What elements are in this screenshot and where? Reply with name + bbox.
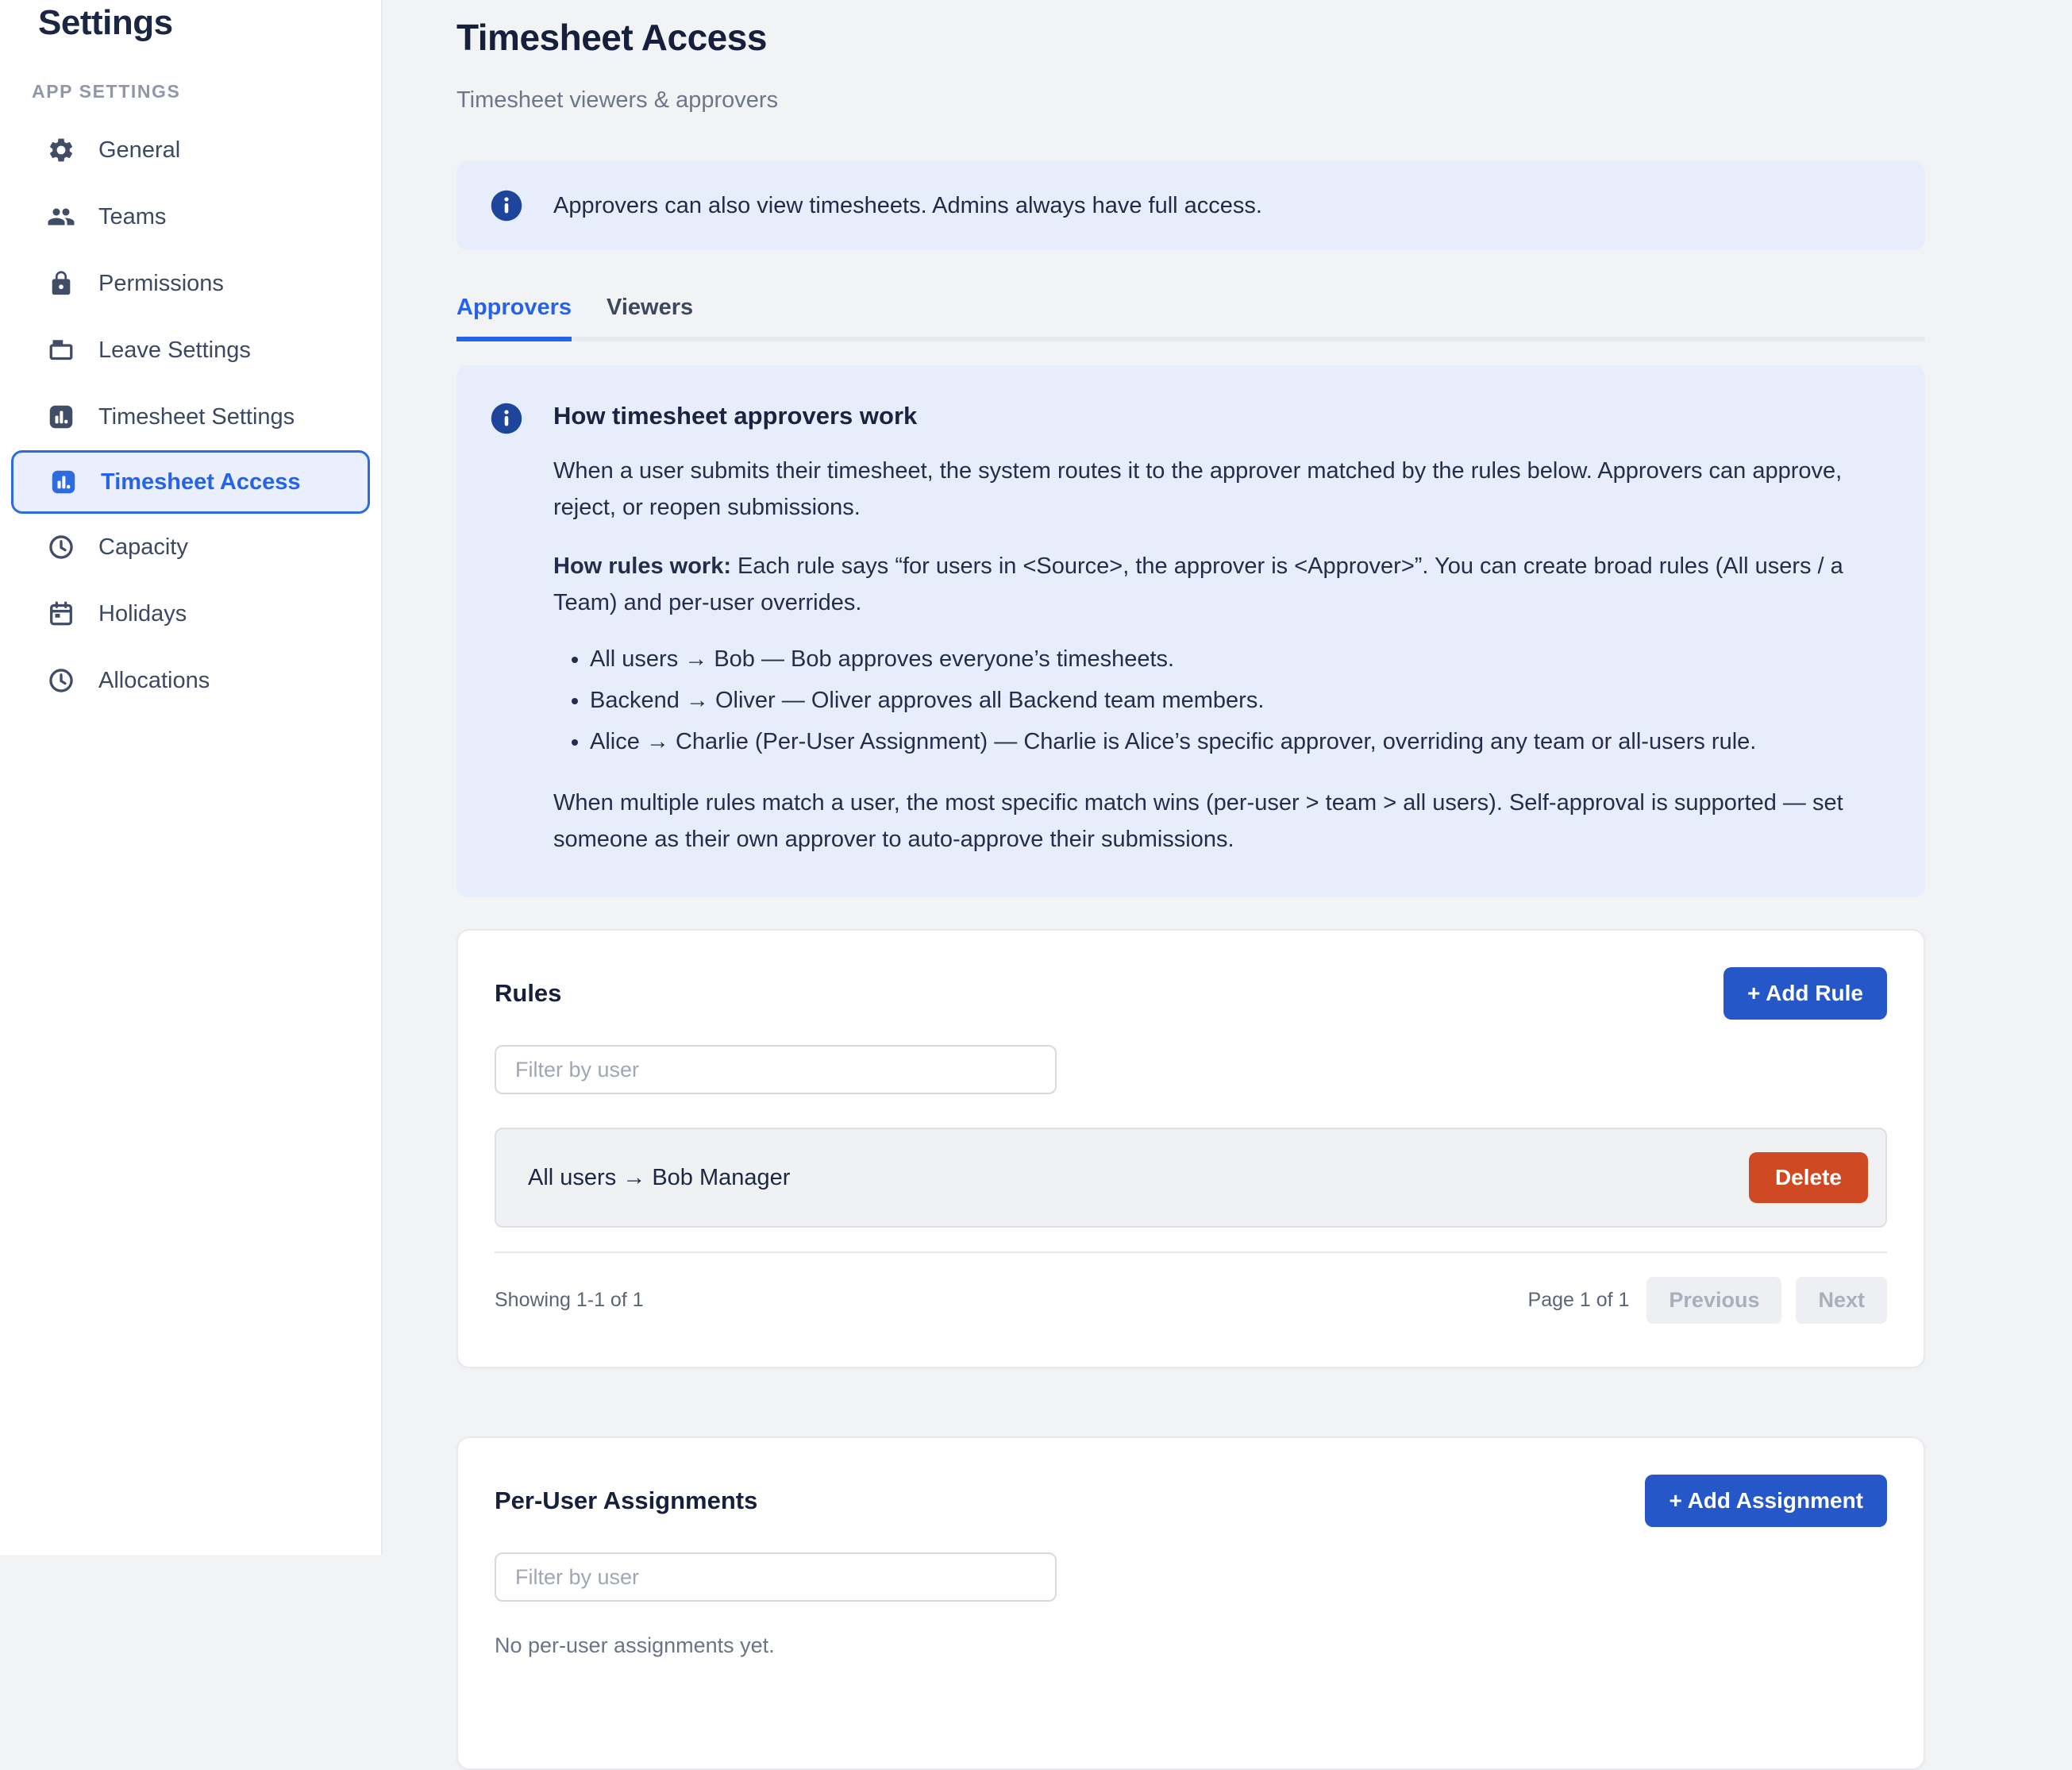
info-box-heading: How timesheet approvers work xyxy=(553,402,918,430)
next-page-button[interactable]: Next xyxy=(1796,1277,1887,1324)
tab-approvers[interactable]: Approvers xyxy=(456,295,572,341)
assignments-heading: Per-User Assignments xyxy=(495,1487,758,1514)
rules-heading: Rules xyxy=(495,979,562,1007)
page-subtitle: Timesheet viewers & approvers xyxy=(456,87,779,113)
sidebar-item-general[interactable] xyxy=(0,117,381,183)
sidebar-item-teams[interactable] xyxy=(0,183,381,250)
sidebar-item-label: Teams xyxy=(98,203,167,229)
showing-count-text: Showing 1-1 of 1 xyxy=(495,1289,644,1311)
briefcase-icon xyxy=(46,335,76,365)
settings-sidebar xyxy=(0,0,383,1555)
sidebar-item-holidays[interactable] xyxy=(0,580,381,647)
bullet-item: • Alice → Charlie (Per-User Assignment) — Charlie is Alice’s specific approver, overriding any team or all-users rule. xyxy=(590,721,1892,762)
info-banner xyxy=(456,161,1925,250)
page-title: Timesheet Access xyxy=(456,17,767,58)
clock-icon xyxy=(46,532,76,562)
sidebar-section-label: APP SETTINGS xyxy=(32,81,181,102)
how-rules-label: How rules work: xyxy=(553,553,731,579)
rules-pagination xyxy=(495,1253,1887,1351)
sidebar-item-timesheet-settings[interactable] xyxy=(0,384,381,450)
per-user-assignments-card xyxy=(456,1436,1925,1770)
sidebar-title: Settings xyxy=(38,3,173,42)
sidebar-item-capacity[interactable] xyxy=(0,514,381,580)
sidebar-nav xyxy=(0,117,381,714)
delete-rule-button[interactable]: Delete xyxy=(1749,1152,1868,1203)
sidebar-item-label: Permissions xyxy=(98,270,224,296)
how-rules-text: Each rule says “for users in <Source>, the approver is <Approver>”. You can create broad rules (All users / a Team) and per-user overrides. xyxy=(553,553,1843,615)
sidebar-item-label: Allocations xyxy=(98,667,210,693)
approvers-info-box xyxy=(456,365,1925,897)
assignments-empty-text: No per-user assignments yet. xyxy=(495,1633,775,1657)
add-rule-button[interactable]: + Add Rule xyxy=(1723,967,1887,1020)
tab-bar xyxy=(456,295,1925,341)
clock-icon xyxy=(46,665,76,696)
info-box-bullet-list xyxy=(590,638,1892,762)
rules-filter-input[interactable] xyxy=(495,1045,1057,1094)
info-box-paragraph: When a user submits their timesheet, the system routes it to the approver matched by the rules below. Approvers can approve, reject, or reopen submissions. xyxy=(553,458,1843,520)
add-assignment-button[interactable]: + Add Assignment xyxy=(1645,1475,1887,1527)
people-icon xyxy=(46,202,76,232)
page-indicator: Page 1 of 1 xyxy=(1527,1289,1630,1311)
info-icon xyxy=(490,189,523,222)
sidebar-item-leave-settings[interactable] xyxy=(0,317,381,384)
sidebar-item-label: Leave Settings xyxy=(98,337,251,363)
info-box-how-rules xyxy=(553,548,1892,621)
bullet-item: • All users → Bob — Bob approves everyone’s timesheets. xyxy=(590,638,1892,680)
sidebar-item-permissions[interactable] xyxy=(0,250,381,317)
info-icon xyxy=(490,402,523,435)
sidebar-item-label: Holidays xyxy=(98,600,187,627)
previous-page-button[interactable]: Previous xyxy=(1646,1277,1781,1324)
info-box-paragraph: When multiple rules match a user, the most specific match wins (per-user > team > all users). Self-approval is supported — set someone as their own approver to auto-approve their submissions. xyxy=(553,790,1843,852)
sidebar-item-label: Timesheet Settings xyxy=(98,403,295,430)
rule-text: All users → Bob Manager xyxy=(528,1164,791,1190)
rules-card xyxy=(456,929,1925,1368)
sidebar-item-label: Timesheet Access xyxy=(101,469,301,495)
gear-icon xyxy=(46,135,76,165)
calendar-icon xyxy=(46,599,76,629)
assignments-filter-input[interactable] xyxy=(495,1552,1057,1602)
sidebar-item-allocations[interactable] xyxy=(0,647,381,714)
lock-icon xyxy=(46,268,76,299)
bullet-item: • Backend → Oliver — Oliver approves all Backend team members. xyxy=(590,680,1892,721)
main-content xyxy=(383,0,2072,1657)
info-banner-text: Approvers can also view timesheets. Admins always have full access. xyxy=(553,192,1262,218)
bar-chart-icon xyxy=(46,402,76,432)
rule-row xyxy=(495,1128,1887,1228)
bar-chart-icon xyxy=(48,467,79,497)
sidebar-item-label: Capacity xyxy=(98,534,188,560)
sidebar-item-label: General xyxy=(98,137,181,163)
tab-viewers[interactable]: Viewers xyxy=(607,295,694,320)
sidebar-item-timesheet-access[interactable] xyxy=(11,450,370,514)
